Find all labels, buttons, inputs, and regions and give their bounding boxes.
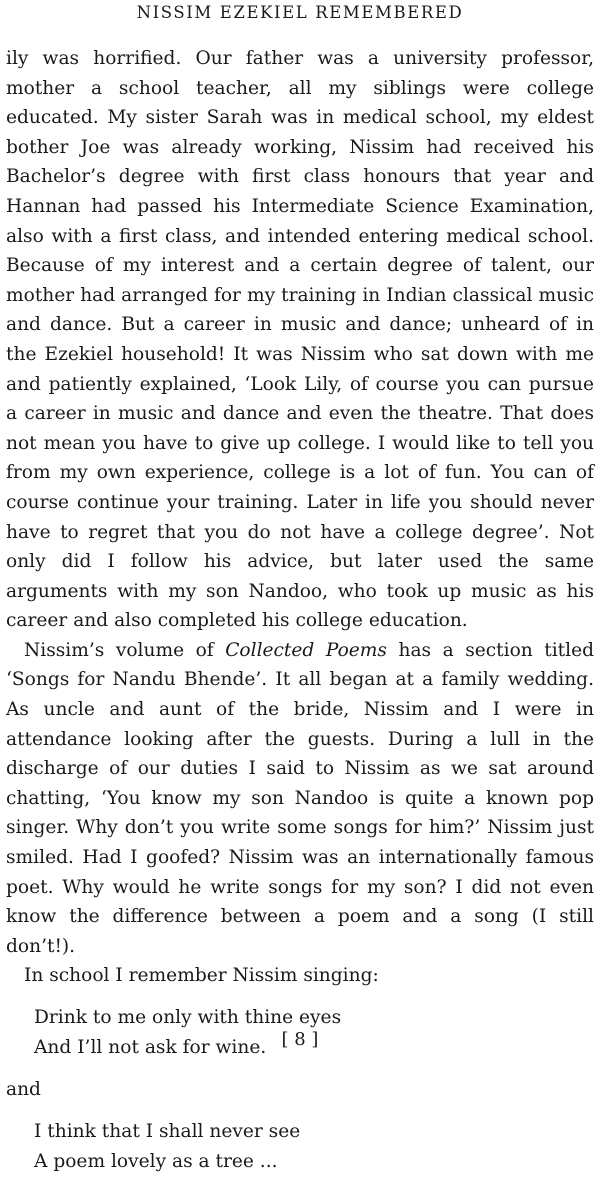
running-head: NISSIM EZEKIEL REMEMBERED [136, 3, 464, 22]
paragraph-2 [6, 636, 594, 962]
body-text [6, 44, 594, 1189]
paragraph-2-rest: has a section titled ‘Songs for Nandu Bhende’. It all began at a family wedding. As uncle and aunt of the bride, Nissim and I were in attendance looking after the guests. During a lull in the discharge of our duties I said to Nissim as we sat around chatting, ‘You know my son Nandoo is quite a known pop singer. Why don’t you write some songs for him?’ Nissim just smiled. Had I goofed? Nissim was an internationally famous poet. Why would he write songs for my son? I did not even know the difference between a poem and a song (I still don’t!). [6, 639, 594, 957]
verse-1-line-1: Drink to me only with thine eyes [34, 1007, 342, 1028]
verse-1-line-2: And I’ll not ask for wine. [34, 1037, 267, 1058]
page-number: [ 8 ] [281, 1029, 319, 1050]
verse-2-line-1: I think that I shall never see [34, 1120, 301, 1142]
paragraph-3: In school I remember Nissim singing: [24, 965, 379, 987]
verse-2 [34, 1117, 594, 1177]
collected-poems-title: Collected Poems [225, 639, 387, 661]
verse-2-line-2: A poem lovely as a tree ... [34, 1150, 278, 1172]
paragraph-2-lead: Nissim’s volume of [24, 639, 226, 661]
connector-and: and [6, 1079, 41, 1100]
paragraph-1: ily was horrified. Our father was a university professor, mother a school teacher, all my siblings were college educated. My sister Sarah was in medical school, my eldest bother Joe was already working, Nissim had received his Bachelor’s degree with first class honours that year and Hannan had passed his Intermediate Science Examination, also with a first class, and intended entering medical school. Because of my interest and a certain degree of talent, our mother had arranged for my training in Indian classical music and dance. But a career in music and dance; unheard of in the Ezekiel household! It was Nissim who sat down with me and patiently explained, ‘Look Lily, of course you can pursue a career in music and dance and even the theatre. That does not mean you have to give up college. I would like to tell you from my own experience, college is a lot of fun. You can of course continue your training. Later in life you should never have to regret that you do not have a college degree’. Not only did I follow his advice, but later used the same arguments with my son Nandoo, who took up music as his career and also completed his college education. [6, 48, 594, 632]
